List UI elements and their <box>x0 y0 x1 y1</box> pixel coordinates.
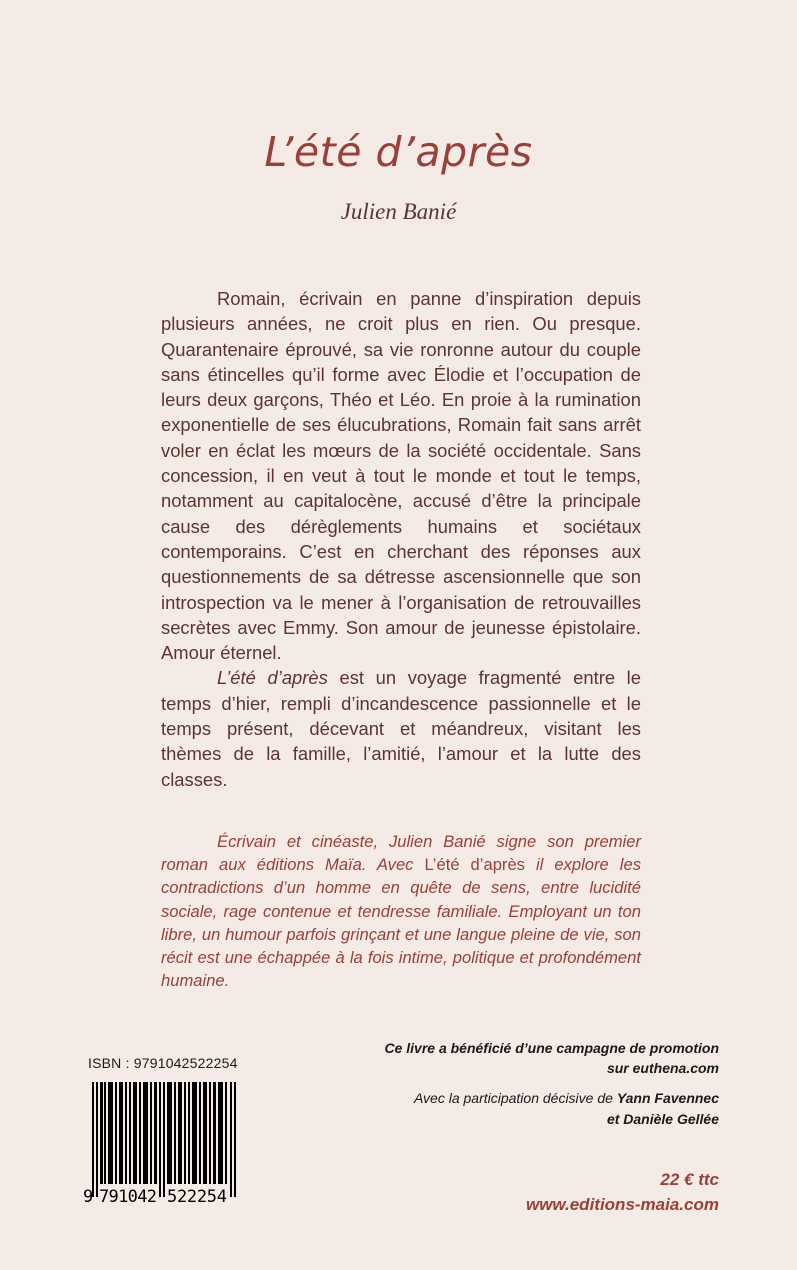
promotion-notice <box>339 1038 719 1078</box>
promotion-line-1: Ce livre a bénéficié d’une campagne de promotion <box>384 1040 719 1056</box>
participation-line-2 <box>339 1109 719 1130</box>
blurb-title-reference: L’été d’après <box>217 667 328 689</box>
barcode-right-digits: 522254 <box>167 1187 227 1207</box>
book-price: 22 € ttc <box>660 1170 719 1189</box>
bio-text-end: il explore les contradictions d’un homme en quête de sens, entre lucidité sociale, rage contenue et tendresse familiale. Employant un ton libre, un humour parfois grinçant et une langue pleine de vie, son récit est une échappée à la fois intime, politique et profondément humaine. <box>161 855 642 991</box>
blurb-paragraph-2-text: est un voyage fragmenté entre le temps d’hier, rempli d’incandescence passionnelle et le temps présent, décevant et méandreux, visitant les thèmes de la famille, l’amitié, l’amour et la lutte des classes. <box>161 667 641 790</box>
participation-connector: et <box>606 1111 624 1127</box>
blurb-paragraph-1: Romain, écrivain en panne d’inspiration depuis plusieurs années, ne croit plus en rien. Ou presque. Quarantenaire éprouvé, sa vie ronronne autour du couple sans étincelles qu’il forme avec Élodie et l’occupation de leurs deux garçons, Théo et Léo. En proie à la rumination exponentielle de ses élucubrations, Romain fait sans arrêt voler en éclat les mœurs de la société occidentale. Sans concession, il en veut à tout le monde et tout le temps, notamment au capitalocène, accusé d’être la principale cause des dérèglements humains et sociétaux contemporains. C’est en cherchant des réponses aux questionnements de sa détresse ascensionnelle que son introspection va le mener à l’organisation de retrouvailles secrètes avec Emmy. Son amour de jeunesse épistolaire. Amour éternel. <box>161 288 641 664</box>
author-bio <box>161 830 641 992</box>
book-title: L’été d’après <box>264 128 533 176</box>
book-blurb <box>161 286 641 792</box>
bio-text-start: Écrivain et cinéaste, Julien Banié signe son premier roman aux éditions Maïa. Avec <box>161 832 641 875</box>
participation-prefix: Avec la participation décisive de <box>413 1090 617 1106</box>
promotion-line-2: sur euthena.com <box>606 1060 719 1076</box>
participant-name-1: Yann Favennec <box>616 1090 719 1106</box>
barcode-icon <box>83 1082 243 1207</box>
participant-name-2: Danièle Gellée <box>623 1111 719 1127</box>
participation-line-1 <box>339 1088 719 1109</box>
barcode-left-digits: 791042 <box>99 1187 157 1207</box>
bio-paragraph <box>161 830 641 992</box>
barcode-first-digit: 9 <box>83 1187 94 1207</box>
isbn-label: ISBN : 9791042522254 <box>88 1055 238 1071</box>
book-author: Julien Banié <box>340 199 457 224</box>
publisher-website: www.editions-maia.com <box>525 1195 719 1214</box>
blurb-paragraph-2 <box>161 665 641 791</box>
participation-credits <box>339 1088 719 1130</box>
bio-title-reference: L’été d’après <box>424 855 525 875</box>
